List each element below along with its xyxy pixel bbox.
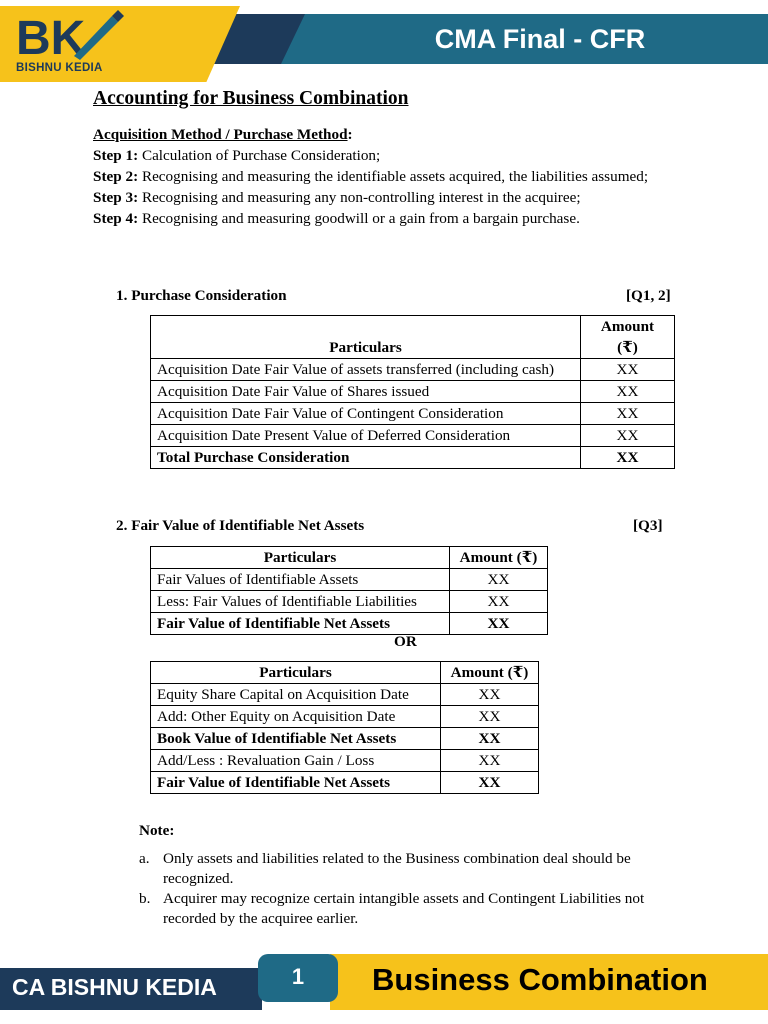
section-1-title: 1. Purchase Consideration <box>116 287 287 304</box>
table-row <box>151 425 675 447</box>
footer-author-band <box>0 968 262 1010</box>
row-label: Acquisition Date Fair Value of assets transferred (including cash) <box>151 359 581 381</box>
row-label: Add/Less : Revaluation Gain / Loss <box>151 750 441 772</box>
logo-mark <box>14 10 124 62</box>
page-footer <box>0 954 768 1010</box>
step-text: Recognising and measuring goodwill or a gain from a bargain purchase. <box>138 210 580 227</box>
col-amount: Amount (₹) <box>441 662 539 684</box>
table-row <box>151 684 539 706</box>
row-label: Total Purchase Consideration <box>151 447 581 469</box>
table-row <box>151 569 548 591</box>
step-label: Step 3: <box>93 189 139 206</box>
note-marker: a. <box>139 850 150 867</box>
bishnu-kedia-logo <box>14 10 124 76</box>
page-number-badge <box>258 954 338 1002</box>
row-amount: XX <box>450 613 548 635</box>
row-amount: XX <box>441 728 539 750</box>
step-label: Step 1: <box>93 147 139 164</box>
step-3 <box>93 187 675 208</box>
col-amount: Amount (₹) <box>450 547 548 569</box>
row-amount: XX <box>441 684 539 706</box>
row-amount: XX <box>581 381 675 403</box>
section-2-ref: [Q3] <box>633 517 663 534</box>
table-row <box>151 750 539 772</box>
footer-author: CA BISHNU KEDIA <box>12 974 217 1000</box>
table-row <box>151 706 539 728</box>
step-2 <box>93 166 675 187</box>
table-row <box>151 359 675 381</box>
row-amount: XX <box>441 750 539 772</box>
course-title: CMA Final - CFR <box>434 24 646 54</box>
step-label: Step 2: <box>93 168 139 185</box>
fair-value-table-a <box>150 546 548 635</box>
note-text: Acquirer may recognize certain intangible assets and Contingent Liabilities not recorded by the acquiree earlier. <box>163 890 645 927</box>
table-total-row <box>151 447 675 469</box>
note-marker: b. <box>139 890 151 907</box>
table-subtotal-row <box>151 728 539 750</box>
step-1 <box>93 145 675 166</box>
col-particulars: Particulars <box>151 662 441 684</box>
logo-name: BISHNU KEDIA <box>16 62 103 74</box>
method-steps <box>93 124 675 229</box>
note-list <box>139 849 679 929</box>
row-amount: XX <box>581 403 675 425</box>
step-4 <box>93 208 675 229</box>
row-label: Fair Values of Identifiable Assets <box>151 569 450 591</box>
footer-chapter: Business Combination <box>372 962 708 997</box>
table-header-row <box>151 316 675 359</box>
table-header-row <box>151 662 539 684</box>
row-label: Add: Other Equity on Acquisition Date <box>151 706 441 728</box>
fair-value-table-b <box>150 661 539 794</box>
step-label: Step 4: <box>93 210 139 227</box>
table-total-row <box>151 772 539 794</box>
page-number: 1 <box>291 964 305 989</box>
col-particulars: Particulars <box>151 316 581 359</box>
row-amount: XX <box>450 591 548 613</box>
subheading-line: Acquisition Method / Purchase Method: <box>93 126 353 143</box>
row-label: Acquisition Date Fair Value of Shares issued <box>151 381 581 403</box>
table-header-row <box>151 547 548 569</box>
table-row <box>151 591 548 613</box>
note-item <box>139 889 679 929</box>
section-1-ref: [Q1, 2] <box>626 287 671 304</box>
row-label: Fair Value of Identifiable Net Assets <box>151 772 441 794</box>
row-amount: XX <box>450 569 548 591</box>
note-text: Only assets and liabilities related to the Business combination deal should be recognized. <box>163 850 631 887</box>
note-title: Note: <box>139 822 175 839</box>
table-total-row <box>151 613 548 635</box>
section-2-title: 2. Fair Value of Identifiable Net Assets <box>116 517 365 534</box>
row-amount: XX <box>441 706 539 728</box>
page-header <box>0 0 768 82</box>
row-amount: XX <box>441 772 539 794</box>
subheading: Acquisition Method / Purchase Method <box>93 126 348 143</box>
or-separator: OR <box>394 633 417 650</box>
row-amount: XX <box>581 359 675 381</box>
footer-chapter-band <box>330 954 768 1010</box>
row-amount: XX <box>581 447 675 469</box>
table-row <box>151 403 675 425</box>
page-title: Accounting for Business Combination <box>93 88 409 109</box>
purchase-consideration-table <box>150 315 675 469</box>
row-label: Less: Fair Values of Identifiable Liabilities <box>151 591 450 613</box>
row-label: Fair Value of Identifiable Net Assets <box>151 613 450 635</box>
row-label: Book Value of Identifiable Net Assets <box>151 728 441 750</box>
col-amount: Amount (₹) <box>581 316 675 359</box>
col-particulars: Particulars <box>151 547 450 569</box>
row-label: Equity Share Capital on Acquisition Date <box>151 684 441 706</box>
table-row <box>151 381 675 403</box>
row-label: Acquisition Date Present Value of Deferred Consideration <box>151 425 581 447</box>
row-amount: XX <box>581 425 675 447</box>
row-label: Acquisition Date Fair Value of Contingent Consideration <box>151 403 581 425</box>
step-text: Calculation of Purchase Consideration; <box>138 147 381 164</box>
logo-letters: BK <box>16 12 86 62</box>
step-text: Recognising and measuring any non-controlling interest in the acquiree; <box>138 189 581 206</box>
step-text: Recognising and measuring the identifiable assets acquired, the liabilities assumed; <box>138 168 649 185</box>
note-item <box>139 849 679 889</box>
